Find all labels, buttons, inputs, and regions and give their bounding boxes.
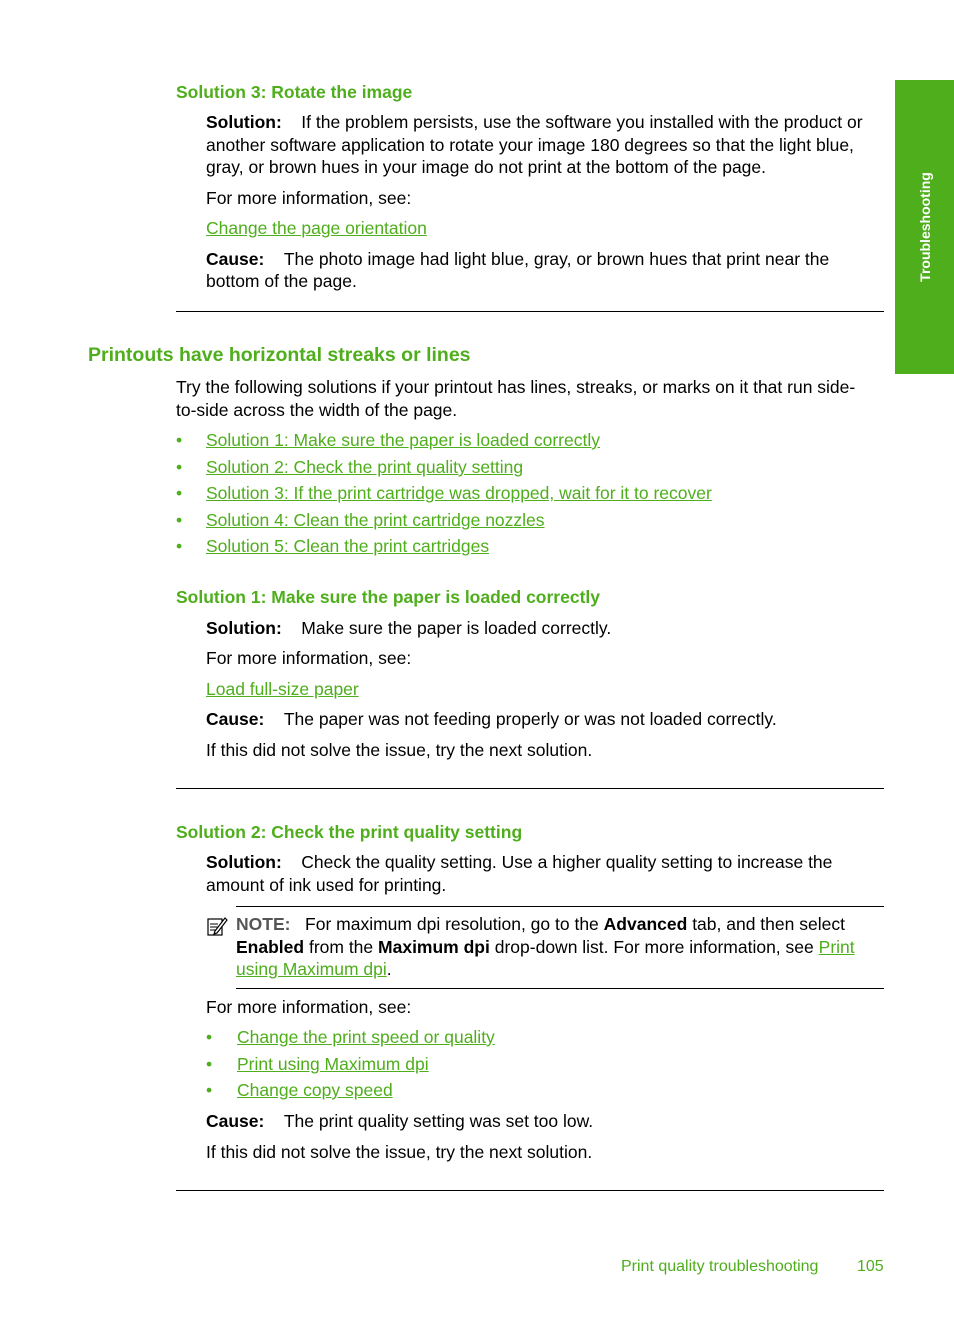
cause-text: The paper was not feeding properly or was not loaded correctly. <box>283 709 777 729</box>
link-change-print-speed-or-quality[interactable]: Change the print speed or quality <box>237 1027 495 1047</box>
note-text-part: . <box>386 959 392 979</box>
sol3-solution-line2: another software application to rotate your image 180 degrees so that the light blue, <box>206 135 854 155</box>
bullet: • <box>176 536 183 556</box>
divider <box>176 788 884 789</box>
note-text-part: tab, and then select <box>692 914 845 934</box>
solution-text: Check the quality setting. Use a higher quality setting to increase the <box>301 852 833 872</box>
link-solution-2[interactable]: Solution 2: Check the print quality setting <box>206 457 524 477</box>
sol1-heading: Solution 1: Make sure the paper is loaded correctly <box>176 587 601 607</box>
side-tab-label: Troubleshooting <box>916 172 933 282</box>
link-load-full-size-paper[interactable]: Load full-size paper <box>206 679 359 699</box>
sol3-cause-line1 <box>206 249 829 270</box>
link-change-copy-speed[interactable]: Change copy speed <box>237 1080 393 1100</box>
link-solution-1[interactable]: Solution 1: Make sure the paper is loaded correctly <box>206 430 600 450</box>
link-solution-5[interactable]: Solution 5: Clean the print cartridges <box>206 536 490 556</box>
solution-label: Solution: <box>206 112 282 132</box>
sol3-solution-line3: gray, or brown hues in your image do not print at the bottom of the page. <box>206 157 767 177</box>
sol1-cause <box>206 709 777 730</box>
divider <box>176 1190 884 1191</box>
link-print-using-maximum-dpi[interactable]: Print using Maximum dpi <box>237 1054 429 1074</box>
solution-label: Solution: <box>206 852 282 872</box>
sol2-cause <box>206 1111 593 1132</box>
note-top-rule <box>236 906 884 907</box>
solution-text: If the problem persists, use the software you installed with the product or <box>301 112 863 132</box>
note-text-part: drop-down list. For more information, see <box>494 936 814 957</box>
sol2-solution-line2: amount of ink used for printing. <box>206 875 447 895</box>
sol1-next: If this did not solve the issue, try the next solution. <box>206 740 593 760</box>
footer-section-title: Print quality troubleshooting <box>621 1258 819 1275</box>
note-bold-enabled: Enabled <box>236 936 305 957</box>
cause-text: The photo image had light blue, gray, or brown hues that print near the <box>283 249 830 269</box>
sol1-more-info: For more information, see: <box>206 648 412 668</box>
cause-label: Cause: <box>206 709 265 729</box>
divider <box>176 311 884 312</box>
link-print-using-maximum-dpi[interactable]: Print <box>818 936 855 957</box>
bullet: • <box>206 1054 213 1074</box>
side-tab <box>895 80 954 374</box>
link-solution-3[interactable]: Solution 3: If the print cartridge was dropped, wait for it to recover <box>206 483 712 503</box>
note-text-part: For maximum dpi resolution, go to the <box>305 914 599 934</box>
note-label: NOTE: <box>236 914 291 934</box>
page-number: 105 <box>857 1258 884 1275</box>
note-bold-advanced: Advanced <box>603 914 688 934</box>
link-print-using-maximum-dpi[interactable]: using Maximum dpi <box>236 959 387 979</box>
solution-label: Solution: <box>206 618 282 638</box>
cause-label: Cause: <box>206 249 265 269</box>
link-solution-4[interactable]: Solution 4: Clean the print cartridge nozzles <box>206 510 545 530</box>
sol3-more-info: For more information, see: <box>206 188 412 208</box>
bullet: • <box>176 510 183 530</box>
bullet: • <box>176 457 183 477</box>
section-heading: Printouts have horizontal streaks or lines <box>88 344 471 366</box>
sol3-heading: Solution 3: Rotate the image <box>176 82 413 102</box>
bullet: • <box>176 483 183 503</box>
bullet: • <box>206 1027 213 1047</box>
note-icon <box>206 915 228 937</box>
cause-label: Cause: <box>206 1111 265 1131</box>
bullet: • <box>176 430 183 450</box>
sol2-heading: Solution 2: Check the print quality setting <box>176 822 523 842</box>
sol2-solution-line1 <box>206 852 832 873</box>
sol3-solution-line1 <box>206 112 863 133</box>
link-change-page-orientation[interactable]: Change the page orientation <box>206 218 427 238</box>
sol2-next: If this did not solve the issue, try the next solution. <box>206 1142 593 1162</box>
note-text <box>236 913 886 981</box>
section-intro-line1: Try the following solutions if your printout has lines, streaks, or marks on it that run side- <box>176 377 856 397</box>
sol1-solution <box>206 618 611 639</box>
sol3-cause-line2: bottom of the page. <box>206 271 357 291</box>
note-bold-maximum-dpi: Maximum dpi <box>378 936 490 957</box>
section-intro-line2: to-side across the width of the page. <box>176 400 458 420</box>
note-text-part: from the <box>308 936 374 957</box>
cause-text: The print quality setting was set too low. <box>283 1111 594 1131</box>
solution-text: Make sure the paper is loaded correctly. <box>301 618 612 638</box>
sol2-more-info: For more information, see: <box>206 997 412 1017</box>
bullet: • <box>206 1080 213 1100</box>
note-bottom-rule <box>236 988 884 989</box>
